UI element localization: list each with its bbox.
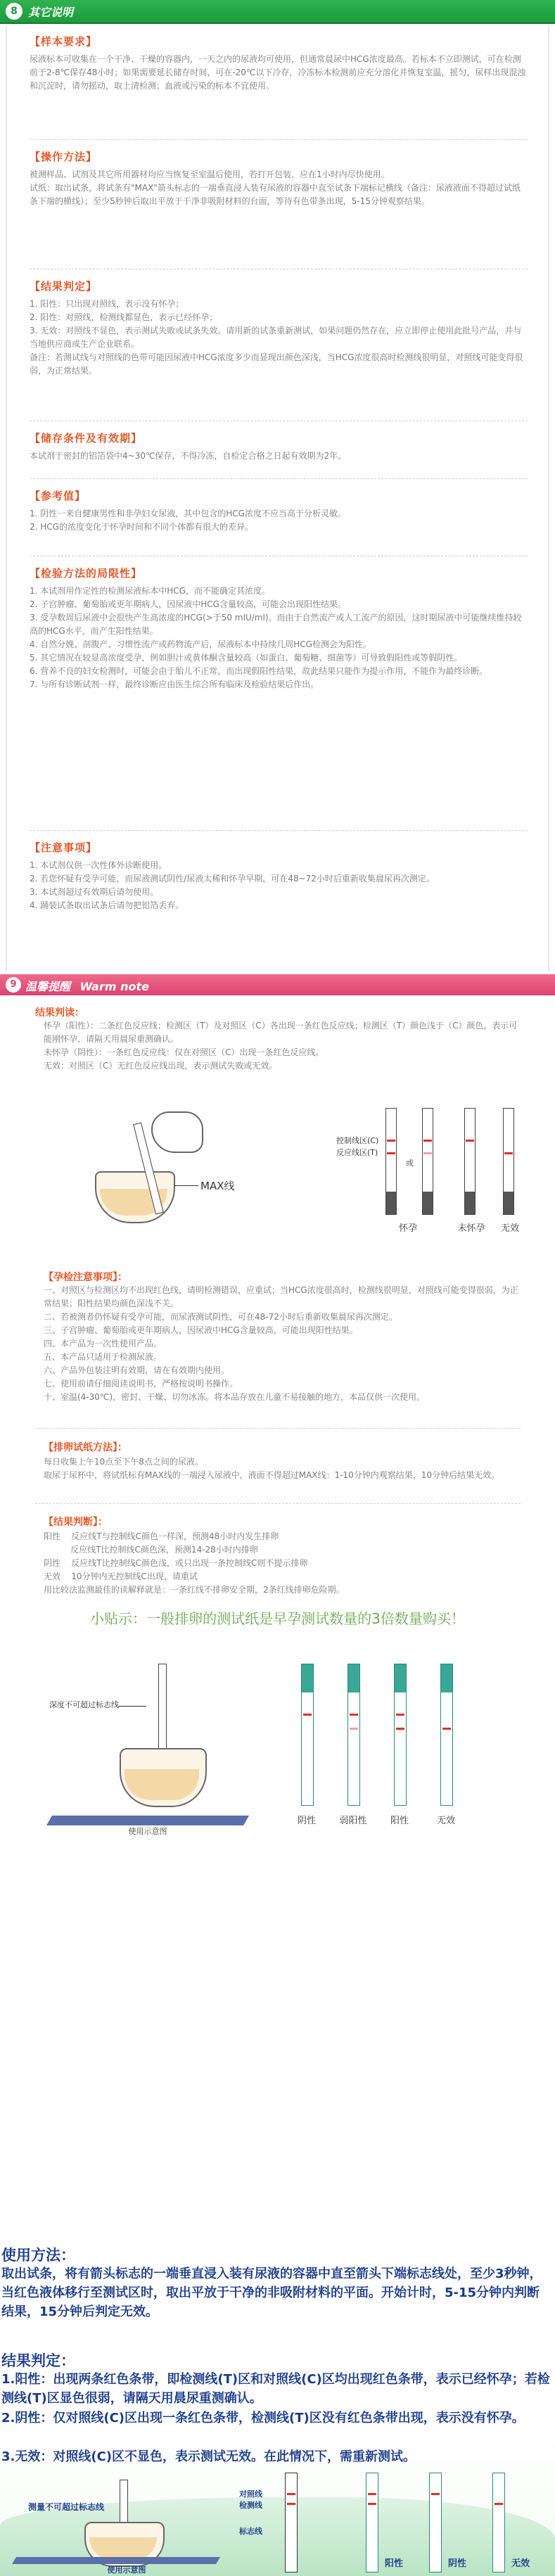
result-strip-pregnant-a [385, 1108, 397, 1215]
test-line-label: 检测线 [239, 2501, 262, 2510]
divider [35, 1428, 521, 1429]
divider [30, 478, 528, 479]
control-line [387, 1140, 395, 1142]
block-text: 1. 本试剂仅供一次性体外诊断使用。 2. 若您怀疑有受孕可能，而尿液测试阴性/尿液太稀和怀孕早期，可在48~72小时后重新收集晨尿再次测定。 3. 本试剂超过有效期后请勿使用。 4. 踊装试条取出试条后请勿把铝箔丢弃。 [30, 860, 435, 910]
usage-text: 取出试条，将有箭头标志的一端垂直浸入装有尿液的容器中直至箭头下端标志线处，至少3秒钟，当红色液体移行至测试区时，取出平放于干净的非吸附材料的平面。开始计时，5-15分钟内判断结果，15分钟后判定无效。 [1, 2266, 542, 2319]
ovulation-method-heading: 【排卵试纸方法】： [44, 1442, 127, 1453]
control-line-label: 对照线 [239, 2489, 262, 2499]
ov-strip-positive [394, 1664, 407, 1806]
test-line [350, 1728, 358, 1730]
strip-handle [504, 1192, 513, 1214]
reaction-zone-label: 反应线区(T) [336, 1148, 378, 1157]
right-border [548, 25, 549, 971]
instruction-panel [0, 2212, 555, 2576]
test-line [504, 1152, 513, 1154]
demo-strip [285, 2473, 298, 2572]
block-heading: 【结果判定】 [30, 280, 98, 293]
divider [35, 1503, 521, 1504]
block-heading: 【样本要求】 [30, 35, 98, 48]
control-zone-label: 控制线区(C) [336, 1136, 379, 1145]
result-strip-invalid [503, 1108, 514, 1215]
control-line [431, 2493, 440, 2495]
ov-strip-negative [301, 1664, 314, 1806]
section-number-badge: 9 [6, 977, 21, 993]
demo-base [12, 2557, 220, 2564]
title-cn: 温馨提醒 [25, 980, 71, 993]
result-read-heading: 结果判读： [35, 1007, 84, 1019]
or-label: 或 [406, 1159, 414, 1168]
strip-positive [366, 2473, 378, 2572]
max-pointer [174, 1185, 198, 1186]
test-line [387, 1152, 395, 1154]
test-line [442, 1728, 451, 1730]
section-title: 其它说明 [28, 6, 74, 19]
usage-heading: 使用方法： [1, 2247, 75, 2264]
max-line-label: MAX线 [200, 1180, 235, 1192]
block-heading: 【检验方法的局限性】 [30, 567, 143, 580]
result-item-2: 2.阴性：仅对照线(C)区出现一条红色条带，检测线(T)区没有红色条带出现，表示没有怀孕。 [1, 2411, 525, 2425]
label-invalid: 无效 [511, 2558, 530, 2569]
section-title [25, 978, 149, 994]
label-not-pregnant: 未怀孕 [457, 1223, 485, 1234]
result-judgement-block [30, 279, 528, 378]
strip-handle [441, 1664, 452, 1692]
control-line [287, 2493, 295, 2495]
label-positive: 阳性 [390, 1816, 409, 1826]
other-notes-title-bar [0, 0, 555, 24]
strip-negative [429, 2473, 442, 2572]
strip-handle [423, 1192, 433, 1214]
ov-strip-invalid [440, 1664, 453, 1806]
operation-method-block [30, 149, 528, 208]
block-heading: 【注意事项】 [30, 841, 98, 854]
panel-spacer [0, 2212, 555, 2240]
strip-handle [465, 1192, 475, 1214]
block-text: 本试剂于密封的铝箔袋中4~30℃保存，不得冷冻，自检定合格之日起有效期为2年。 [30, 451, 347, 461]
section-number-badge: 8 [6, 3, 23, 20]
test-line [423, 1152, 432, 1154]
test-line [287, 2503, 295, 2505]
mark-line-label: 标志线 [239, 2527, 262, 2536]
block-text: 1. 本试剂用作定性的检测尿液标本中HCG，而不能确定其浓度。 2. 子宫肿瘤、葡萄胎或更年期病人，因尿液中HCG含量较高，可能会出现阳性结果。 3. 受孕数周后尿液中会很快产生高浓度的HCG(>于50 mIU/ml)。而由于自然流产或人工流产的原因，这时期尿液中可能继续维持较高的HCG水平，而产生阳性结果。 4. 自然分娩、剖腹产、习惯性流产或药物流产后，尿液标本中持续几周HCG检测会为阳性。 5. 其它情况在较显高浓度受孕，例如胆汁或黄体酮含量较高（如蛋白、葡萄糖、细菌等）可导致假阳性或等假阴性。 6. 营养不良的妇女检测时，可能会由于胎儿不正常，而出现假阳性结果，故此结果只能作为提示作用，不能作为最终诊断。 7. 与所有诊断试剂一样，最终诊断应由医生综合所有临床及检验结果后作出。 [30, 586, 522, 689]
title-en: Warm note [79, 980, 149, 993]
control-line [350, 1714, 358, 1716]
label-weak-positive: 弱阳性 [339, 1816, 367, 1826]
block-text: 尿液标本可收集在一个干净、干燥的容器内，一天之内的尿液均可使用，但通常晨尿中HCG浓度最高。若标本不立即测试，可在检测前于2-8℃保存48小时；如果需要延长储存时间，可在-20℃以下冷存，冷冻标本检测前应充分溶化并恢复室温，摇匀，尿样出现混浊和沉淀时，请勿摇动，取上清检测；血液或污染的标本不宜使用。 [30, 54, 526, 91]
block-text: 1. 阴性一来自健康男性和非孕妇女尿液，其中包含的HCG浓度不应当高于分析灵敏。 2. HCG的浓度变化于怀孕时间和不同个体都有很大的差异。 [30, 509, 346, 532]
ovulation-result-heading: 【结果判断】： [44, 1517, 108, 1528]
pregnancy-test-illustration [0, 1094, 555, 1256]
pregnancy-strip-illustration [0, 2473, 555, 2576]
depth-pointer [118, 1706, 146, 1707]
reference-value-block [30, 488, 528, 534]
other-notes-section [0, 0, 555, 974]
depth-warning-label: 深度不可超过标志线 [49, 1700, 119, 1709]
demo-caption: 使用示意图 [107, 2565, 146, 2575]
strip-handle [395, 1664, 406, 1692]
result-heading: 结果判定： [1, 2352, 75, 2369]
result-read-text: 怀孕（阳性）：二条红色反应线；检测区（T）及对照区（C）各出现一条红色反应线；检测区（T）颜色浅于（C）颜色，表示可能刚怀孕，请隔天用晨尿重测确认。 未怀孕（阴性）：一条红色反应线：仅在对照区（C）出现一条红色反应线。 无效：对照区（C）无红色反应线出现，表示测试失败或无效。 [44, 1021, 518, 1071]
strip-handle [386, 1192, 396, 1214]
label-invalid: 无效 [500, 1223, 519, 1234]
notes-text: 一、对照区与检测区均不出现红色线，请明检测错误，应重试；当HCG浓度很高时，检测线很明显，对照线可能变得很弱，为正常结果；阳性结果均颜色深浅不关。 二、若被测者仍怀疑有受孕可能，而尿液测试阴性，可在48-72小时后重新收集晨尿再次测定。 三、子宫肿瘤、葡萄胎或更年期病人，因尿液中HCG含量较高，可能出现阳性结果。 四、本产品为一次性使用产品。 五、本产品只适用于检测尿液。 六、产品外包装注明有效期，请在有效期内使用。 七、使用前请仔细阅读说明书，严格按说明书操作。 十、室温(4-30℃)，密封、干燥、切勿冰冻。将本品存放在儿童不易接触的地方，本品仅供一次使用。 [44, 1285, 518, 1402]
warm-note-title-bar [0, 974, 555, 995]
control-line [396, 1714, 404, 1716]
test-line [495, 2503, 503, 2505]
purchase-tip: 小贴示：一般排卵的测试纸是早孕测试数量的3倍数量购买！ [90, 1610, 465, 1627]
block-heading: 【操作方法】 [30, 151, 98, 163]
label-pregnant: 怀孕 [398, 1223, 417, 1234]
storage-block [30, 431, 528, 463]
notes-heading: 【孕检注意事项】： [44, 1272, 127, 1283]
urine-liquid [125, 1769, 199, 1800]
control-line [303, 1714, 312, 1716]
limitations-block [30, 566, 528, 691]
demo-base [46, 1816, 249, 1825]
strip-handle [302, 1664, 313, 1692]
test-line [396, 1728, 404, 1730]
left-border [6, 25, 7, 971]
label-negative: 阴性 [297, 1816, 316, 1826]
block-heading: 【参考值】 [30, 490, 87, 502]
result-item-1: 1.阳性：出现两条红色条带，即检测线(T)区和对照线(C)区均出现红色条带，表示已经怀孕；若检测线(T)区显色很弱，请隔天用晨尿重测确认。 [1, 2372, 550, 2406]
strip-invalid [492, 2473, 505, 2572]
hand-shape [151, 1111, 203, 1153]
label-negative: 阴性 [447, 2558, 466, 2569]
precautions-block [30, 840, 528, 912]
control-line [466, 1140, 474, 1142]
ovulation-result-text: 阳性 反应线T与控制线C颜色一样深，预测48小时内发生排卵 反应线T比控制线C颜色深，预测14-28小时内排卵 阴性 反应线T比控制线C颜色浅，或只出现一条控制线C则不提示排卵 无效 10分钟内无控制线C出现，请重试 用比较法监测最佳的读解释就是：一条红线不排卵安全期，2条红线排卵危险期。 [44, 1531, 345, 1595]
control-line [423, 1140, 432, 1142]
label-positive: 阳性 [384, 2558, 403, 2569]
warm-note-section [0, 974, 555, 2212]
control-line [368, 2493, 376, 2495]
strip-handle [348, 1664, 359, 1692]
result-strip-negative [464, 1108, 476, 1215]
demo-caption: 使用示意图 [128, 1827, 167, 1836]
label-invalid: 无效 [436, 1816, 455, 1826]
divider [30, 139, 528, 140]
ovulation-test-illustration [0, 1650, 555, 1861]
result-item-3: 3.无效：对照线(C)区不显色，表示测试无效。在此情况下，需重新测试。 [1, 2449, 416, 2464]
divider [30, 830, 528, 831]
test-line [368, 2503, 376, 2505]
depth-warning-label: 测量不可超过标志线 [28, 2502, 105, 2512]
ovulation-method-text: 每日收集上午10点至下午8点之间的尿液。 取尿于尿杯中，将试纸标有MAX线的一端浸入尿液中，液面不得超过MAX线：1-10分钟内观察结果，10分钟后结果无效。 [44, 1457, 500, 1480]
result-strip-pregnant-b [422, 1108, 433, 1215]
ov-strip-weak-positive [347, 1664, 360, 1806]
block-heading: 【储存条件及有效期】 [30, 432, 143, 445]
block-text: 被测样品、试剂及其它所用器材均应当恢复至室温后使用，若打开包装，应在1小时内尽快使用。 试纸：取出试条，将试条有"MAX"箭头标志的一端垂直浸入装有尿液的容器中直至试条下端标记横线（备注：尿液液面不得超过试纸条下端的横线）；至少5秒钟后取出平放于干净非吸附材料的台面，等待有色带条出现，5-15分钟观察结果。 [30, 170, 521, 206]
sample-requirements-block [30, 34, 528, 93]
block-text: 1. 阳性：只出现对照线，表示没有怀孕； 2. 阳性：对照线，检测线都显色，表示已经怀孕； 3. 无效：对照线不显色，表示测试失败或试条失效。请用新的试条重新测试，如果问题仍然存在，应立即停止使用此批号产品，并与当地供应商或生产企业联系。 备注：若测试线与对照线的色带可能因尿液中HCG浓度多少而显现出颜色深浅，当HCG浓度很高时检测线很明显，对照线可能变得很弱，为正常结果。 [30, 299, 523, 376]
